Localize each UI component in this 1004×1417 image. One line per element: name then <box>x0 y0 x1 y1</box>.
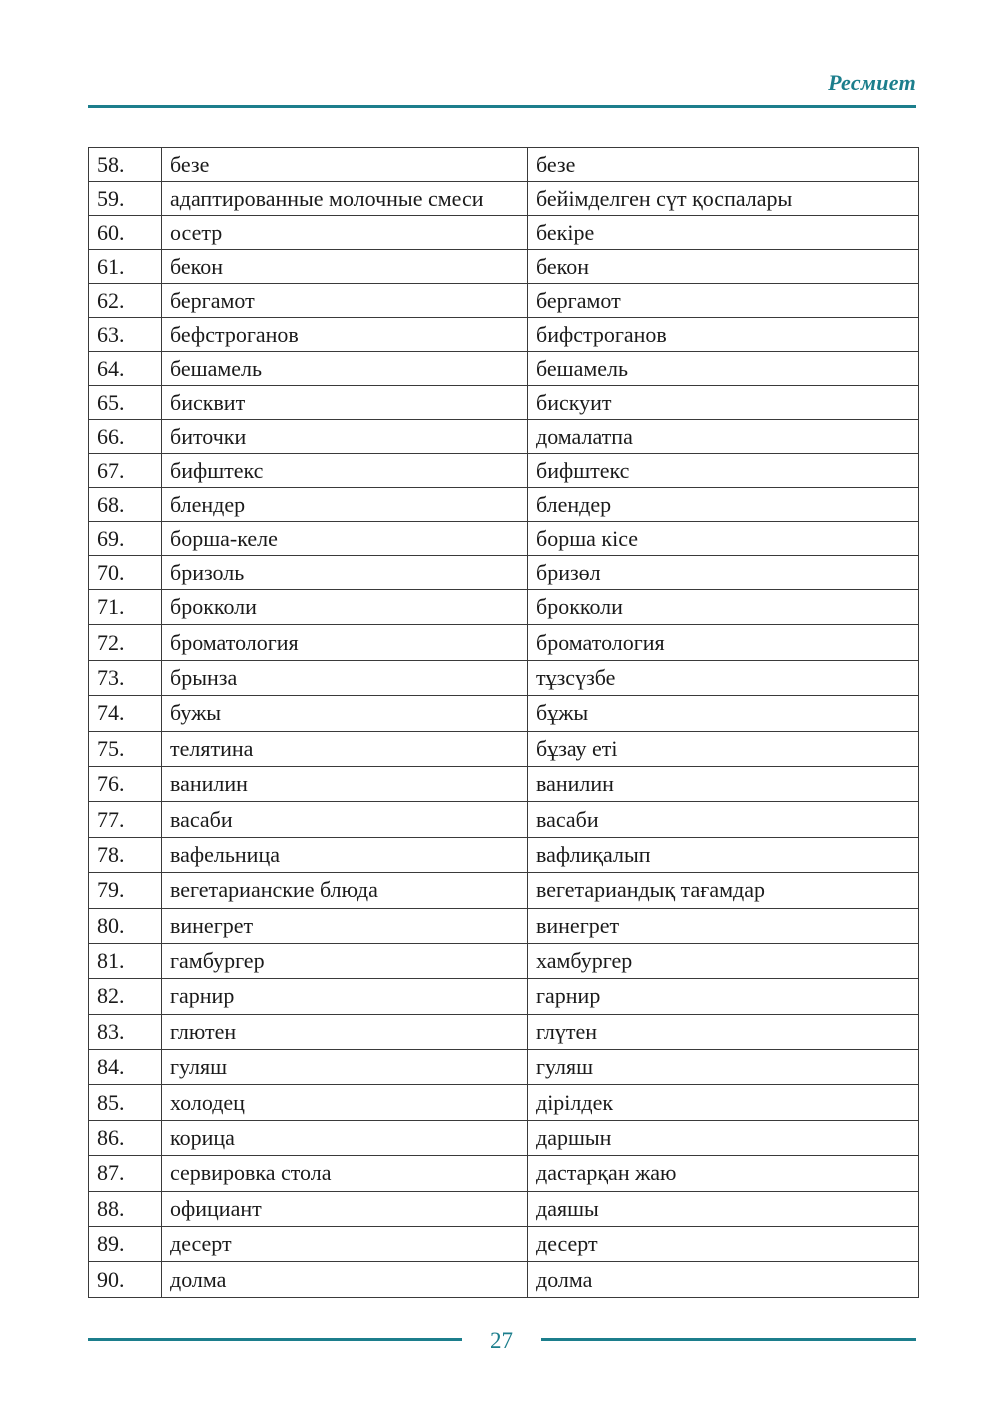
row-number: 63. <box>89 318 162 352</box>
row-number: 58. <box>89 148 162 182</box>
table-row <box>89 731 919 766</box>
kazakh-term: бейімделген сүт қоспалары <box>528 182 919 216</box>
russian-term: холодец <box>162 1085 528 1120</box>
table-row <box>89 696 919 731</box>
table-row <box>89 488 919 522</box>
row-number: 88. <box>89 1191 162 1226</box>
kazakh-term: бешамель <box>528 352 919 386</box>
russian-term: адаптированные молочные смеси <box>162 182 528 216</box>
row-number: 90. <box>89 1262 162 1297</box>
kazakh-term: бекіре <box>528 216 919 250</box>
kazakh-term: вегетариандық тағамдар <box>528 873 919 908</box>
kazakh-term: даяшы <box>528 1191 919 1226</box>
table-row <box>89 590 919 625</box>
russian-term: телятина <box>162 731 528 766</box>
table-row <box>89 182 919 216</box>
table-row <box>89 979 919 1014</box>
russian-term: официант <box>162 1191 528 1226</box>
row-number: 87. <box>89 1156 162 1191</box>
russian-term: вегетарианские блюда <box>162 873 528 908</box>
kazakh-term: глүтен <box>528 1014 919 1049</box>
page-number: 27 <box>490 1328 513 1353</box>
kazakh-term: васаби <box>528 802 919 837</box>
russian-term: десерт <box>162 1227 528 1262</box>
russian-term: бергамот <box>162 284 528 318</box>
kazakh-term: бифстроганов <box>528 318 919 352</box>
row-number: 76. <box>89 766 162 801</box>
table-row <box>89 250 919 284</box>
russian-term: винегрет <box>162 908 528 943</box>
russian-term: блендер <box>162 488 528 522</box>
kazakh-term: брокколи <box>528 590 919 625</box>
kazakh-term: домалатпа <box>528 420 919 454</box>
russian-term: корица <box>162 1120 528 1155</box>
table-row <box>89 1085 919 1120</box>
kazakh-term: бризөл <box>528 556 919 590</box>
russian-term: глютен <box>162 1014 528 1049</box>
row-number: 82. <box>89 979 162 1014</box>
table-row <box>89 556 919 590</box>
kazakh-term: бергамот <box>528 284 919 318</box>
row-number: 71. <box>89 590 162 625</box>
russian-term: брокколи <box>162 590 528 625</box>
russian-term: бекон <box>162 250 528 284</box>
glossary-table-body <box>89 148 919 1298</box>
table-row <box>89 216 919 250</box>
table-row <box>89 420 919 454</box>
row-number: 89. <box>89 1227 162 1262</box>
row-number: 66. <box>89 420 162 454</box>
row-number: 61. <box>89 250 162 284</box>
russian-term: вафельница <box>162 837 528 872</box>
row-number: 83. <box>89 1014 162 1049</box>
table-row <box>89 625 919 660</box>
russian-term: бризоль <box>162 556 528 590</box>
kazakh-term: гарнир <box>528 979 919 1014</box>
table-row <box>89 837 919 872</box>
table-row <box>89 1014 919 1049</box>
row-number: 64. <box>89 352 162 386</box>
row-number: 86. <box>89 1120 162 1155</box>
row-number: 74. <box>89 696 162 731</box>
table-row <box>89 1262 919 1297</box>
kazakh-term: борша кісе <box>528 522 919 556</box>
table-row <box>89 352 919 386</box>
table-row <box>89 1050 919 1085</box>
kazakh-term: бискуит <box>528 386 919 420</box>
kazakh-term: безе <box>528 148 919 182</box>
russian-term: броматология <box>162 625 528 660</box>
russian-term: васаби <box>162 802 528 837</box>
kazakh-term: тұзсүзбе <box>528 660 919 695</box>
table-row <box>89 660 919 695</box>
table-row <box>89 318 919 352</box>
russian-term: гуляш <box>162 1050 528 1085</box>
glossary-table <box>88 147 919 1298</box>
row-number: 68. <box>89 488 162 522</box>
russian-term: бужы <box>162 696 528 731</box>
kazakh-term: бекон <box>528 250 919 284</box>
russian-term: бисквит <box>162 386 528 420</box>
footer-rule-right <box>541 1338 916 1341</box>
kazakh-term: винегрет <box>528 908 919 943</box>
kazakh-term: бифштекс <box>528 454 919 488</box>
row-number: 67. <box>89 454 162 488</box>
kazakh-term: блендер <box>528 488 919 522</box>
kazakh-term: долма <box>528 1262 919 1297</box>
row-number: 75. <box>89 731 162 766</box>
table-row <box>89 802 919 837</box>
table-row <box>89 148 919 182</box>
row-number: 81. <box>89 943 162 978</box>
table-row <box>89 1191 919 1226</box>
table-row <box>89 873 919 908</box>
table-row <box>89 1156 919 1191</box>
table-row <box>89 386 919 420</box>
table-row <box>89 284 919 318</box>
kazakh-term: ванилин <box>528 766 919 801</box>
russian-term: сервировка стола <box>162 1156 528 1191</box>
kazakh-term: гуляш <box>528 1050 919 1085</box>
russian-term: осетр <box>162 216 528 250</box>
row-number: 80. <box>89 908 162 943</box>
footer-rule-left <box>88 1338 462 1341</box>
table-row <box>89 454 919 488</box>
russian-term: бешамель <box>162 352 528 386</box>
russian-term: борша-келе <box>162 522 528 556</box>
russian-term: бефстроганов <box>162 318 528 352</box>
row-number: 73. <box>89 660 162 695</box>
kazakh-term: даршын <box>528 1120 919 1155</box>
row-number: 79. <box>89 873 162 908</box>
kazakh-term: бұжы <box>528 696 919 731</box>
russian-term: ванилин <box>162 766 528 801</box>
table-row <box>89 522 919 556</box>
russian-term: долма <box>162 1262 528 1297</box>
kazakh-term: хамбургер <box>528 943 919 978</box>
russian-term: биточки <box>162 420 528 454</box>
row-number: 69. <box>89 522 162 556</box>
russian-term: гарнир <box>162 979 528 1014</box>
row-number: 70. <box>89 556 162 590</box>
row-number: 84. <box>89 1050 162 1085</box>
kazakh-term: десерт <box>528 1227 919 1262</box>
russian-term: безе <box>162 148 528 182</box>
table-row <box>89 766 919 801</box>
russian-term: брынза <box>162 660 528 695</box>
row-number: 77. <box>89 802 162 837</box>
kazakh-term: броматология <box>528 625 919 660</box>
row-number: 60. <box>89 216 162 250</box>
running-header: Ресмиет <box>828 70 916 95</box>
kazakh-term: бұзау еті <box>528 731 919 766</box>
kazakh-term: вафлиқалып <box>528 837 919 872</box>
table-row <box>89 908 919 943</box>
table-row <box>89 1120 919 1155</box>
row-number: 78. <box>89 837 162 872</box>
russian-term: гамбургер <box>162 943 528 978</box>
row-number: 85. <box>89 1085 162 1120</box>
row-number: 59. <box>89 182 162 216</box>
header-rule <box>88 105 916 108</box>
table-row <box>89 1227 919 1262</box>
row-number: 65. <box>89 386 162 420</box>
kazakh-term: дастарқан жаю <box>528 1156 919 1191</box>
table-row <box>89 943 919 978</box>
row-number: 62. <box>89 284 162 318</box>
row-number: 72. <box>89 625 162 660</box>
russian-term: бифштекс <box>162 454 528 488</box>
kazakh-term: дірілдек <box>528 1085 919 1120</box>
